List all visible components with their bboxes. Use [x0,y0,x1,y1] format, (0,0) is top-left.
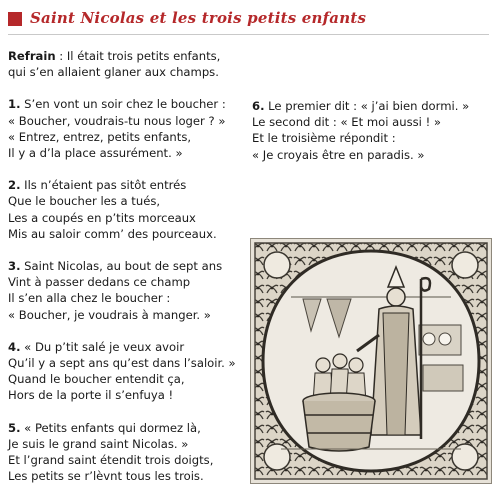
stanza-number: 3. [8,259,21,274]
engraving-image [251,239,491,483]
verse-line: Que le boucher les a tués, [8,194,161,209]
verse-line: Mis au saloir comm’ des pourceaux. [8,226,217,241]
verse-line: Et l’grand saint étendit trois doigts, [8,453,214,468]
title-marker [8,12,22,26]
verse-line: Et le troisième répondit : [252,131,396,146]
stanza-2: 2. Ils n’étaient pas sitôt entrés Que le boucher les a tués, Les a coupés en p’tits morceaux Mis au saloir comm’ des pourceaux. [8,177,236,242]
verse-line: « Boucher, voudrais-tu nous loger ? » [8,113,226,128]
verse-line: Qu’il y a sept ans qu’est dans l’saloir. » [8,356,236,371]
verse-line: Le second dit : « Et moi aussi ! » [252,115,442,130]
salting-tub [303,393,375,451]
refrain-line: Refrain : Il était trois petits enfants, [8,49,221,63]
stanza-4: 4. « Du p’tit salé je veux avoir Qu’il y a sept ans qu’est dans l’saloir. » Quand le boucher entendit ça, Hors de la porte il s’enfuya ! [8,339,236,403]
refrain-line: qui s’en allaient glaner aux champs. [8,65,219,80]
verse-line: « Entrez, entrez, petits enfants, [8,129,192,144]
stanza-number: 1. [8,97,21,112]
stanza-number: 4. [8,339,21,354]
stanza-6: 6. Le premier dit : « j’ai bien dormi. » Le second dit : « Et moi aussi ! » Et le troisième répondit : « Je croyais être en paradis. » [252,99,470,162]
verse-line: « Je croyais être en paradis. » [252,147,425,162]
stanza-number: 5. [8,420,21,435]
verse-line: Il s’en alla chez le boucher : [8,291,171,306]
verse-line: Je suis le grand saint Nicolas. » [8,436,189,451]
stanza-3: 3. Saint Nicolas, au bout de sept ans Vint à passer dedans ce champ Il s’en alla chez le boucher : « Boucher, je voudrais à manger. » [8,258,236,323]
saint-nicolas-illustration [250,238,492,484]
verse-line: Vint à passer dedans ce champ [8,275,191,290]
lyrics-right-column [252,98,469,179]
refrain [8,48,236,80]
verse-line: « Boucher, je voudrais à manger. » [8,307,211,322]
verse-line: Les a coupés en p’tits morceaux [8,210,196,225]
stanza-1: 1. S’en vont un soir chez le boucher : « Boucher, voudrais-tu nous loger ? » « Entrez, entrez, petits enfants, Il y a d’la place assurément. » [8,96,236,161]
stanza-5: 5. « Petits enfants qui dormez là, Je suis le grand saint Nicolas. » Et l’grand saint étendit trois doigts, Les petits se r’lèvnt tous les trois. [8,420,236,485]
stanza-number: 2. [8,178,21,193]
refrain-label: Refrain [8,49,56,63]
verse-line: Hors de la porte il s’enfuya ! [8,388,174,403]
verse-line: Les petits se r’lèvnt tous les trois. [8,469,204,484]
lyrics-left-column [8,48,236,500]
page-title: Saint Nicolas et les trois petits enfants [30,9,367,27]
verse-line: Quand le boucher entendit ça, [8,372,185,387]
medallion-frame [263,251,479,471]
title-bar [8,8,489,35]
verse-line: Il y a d’la place assurément. » [8,146,183,161]
stanza-number: 6. [252,99,265,113]
